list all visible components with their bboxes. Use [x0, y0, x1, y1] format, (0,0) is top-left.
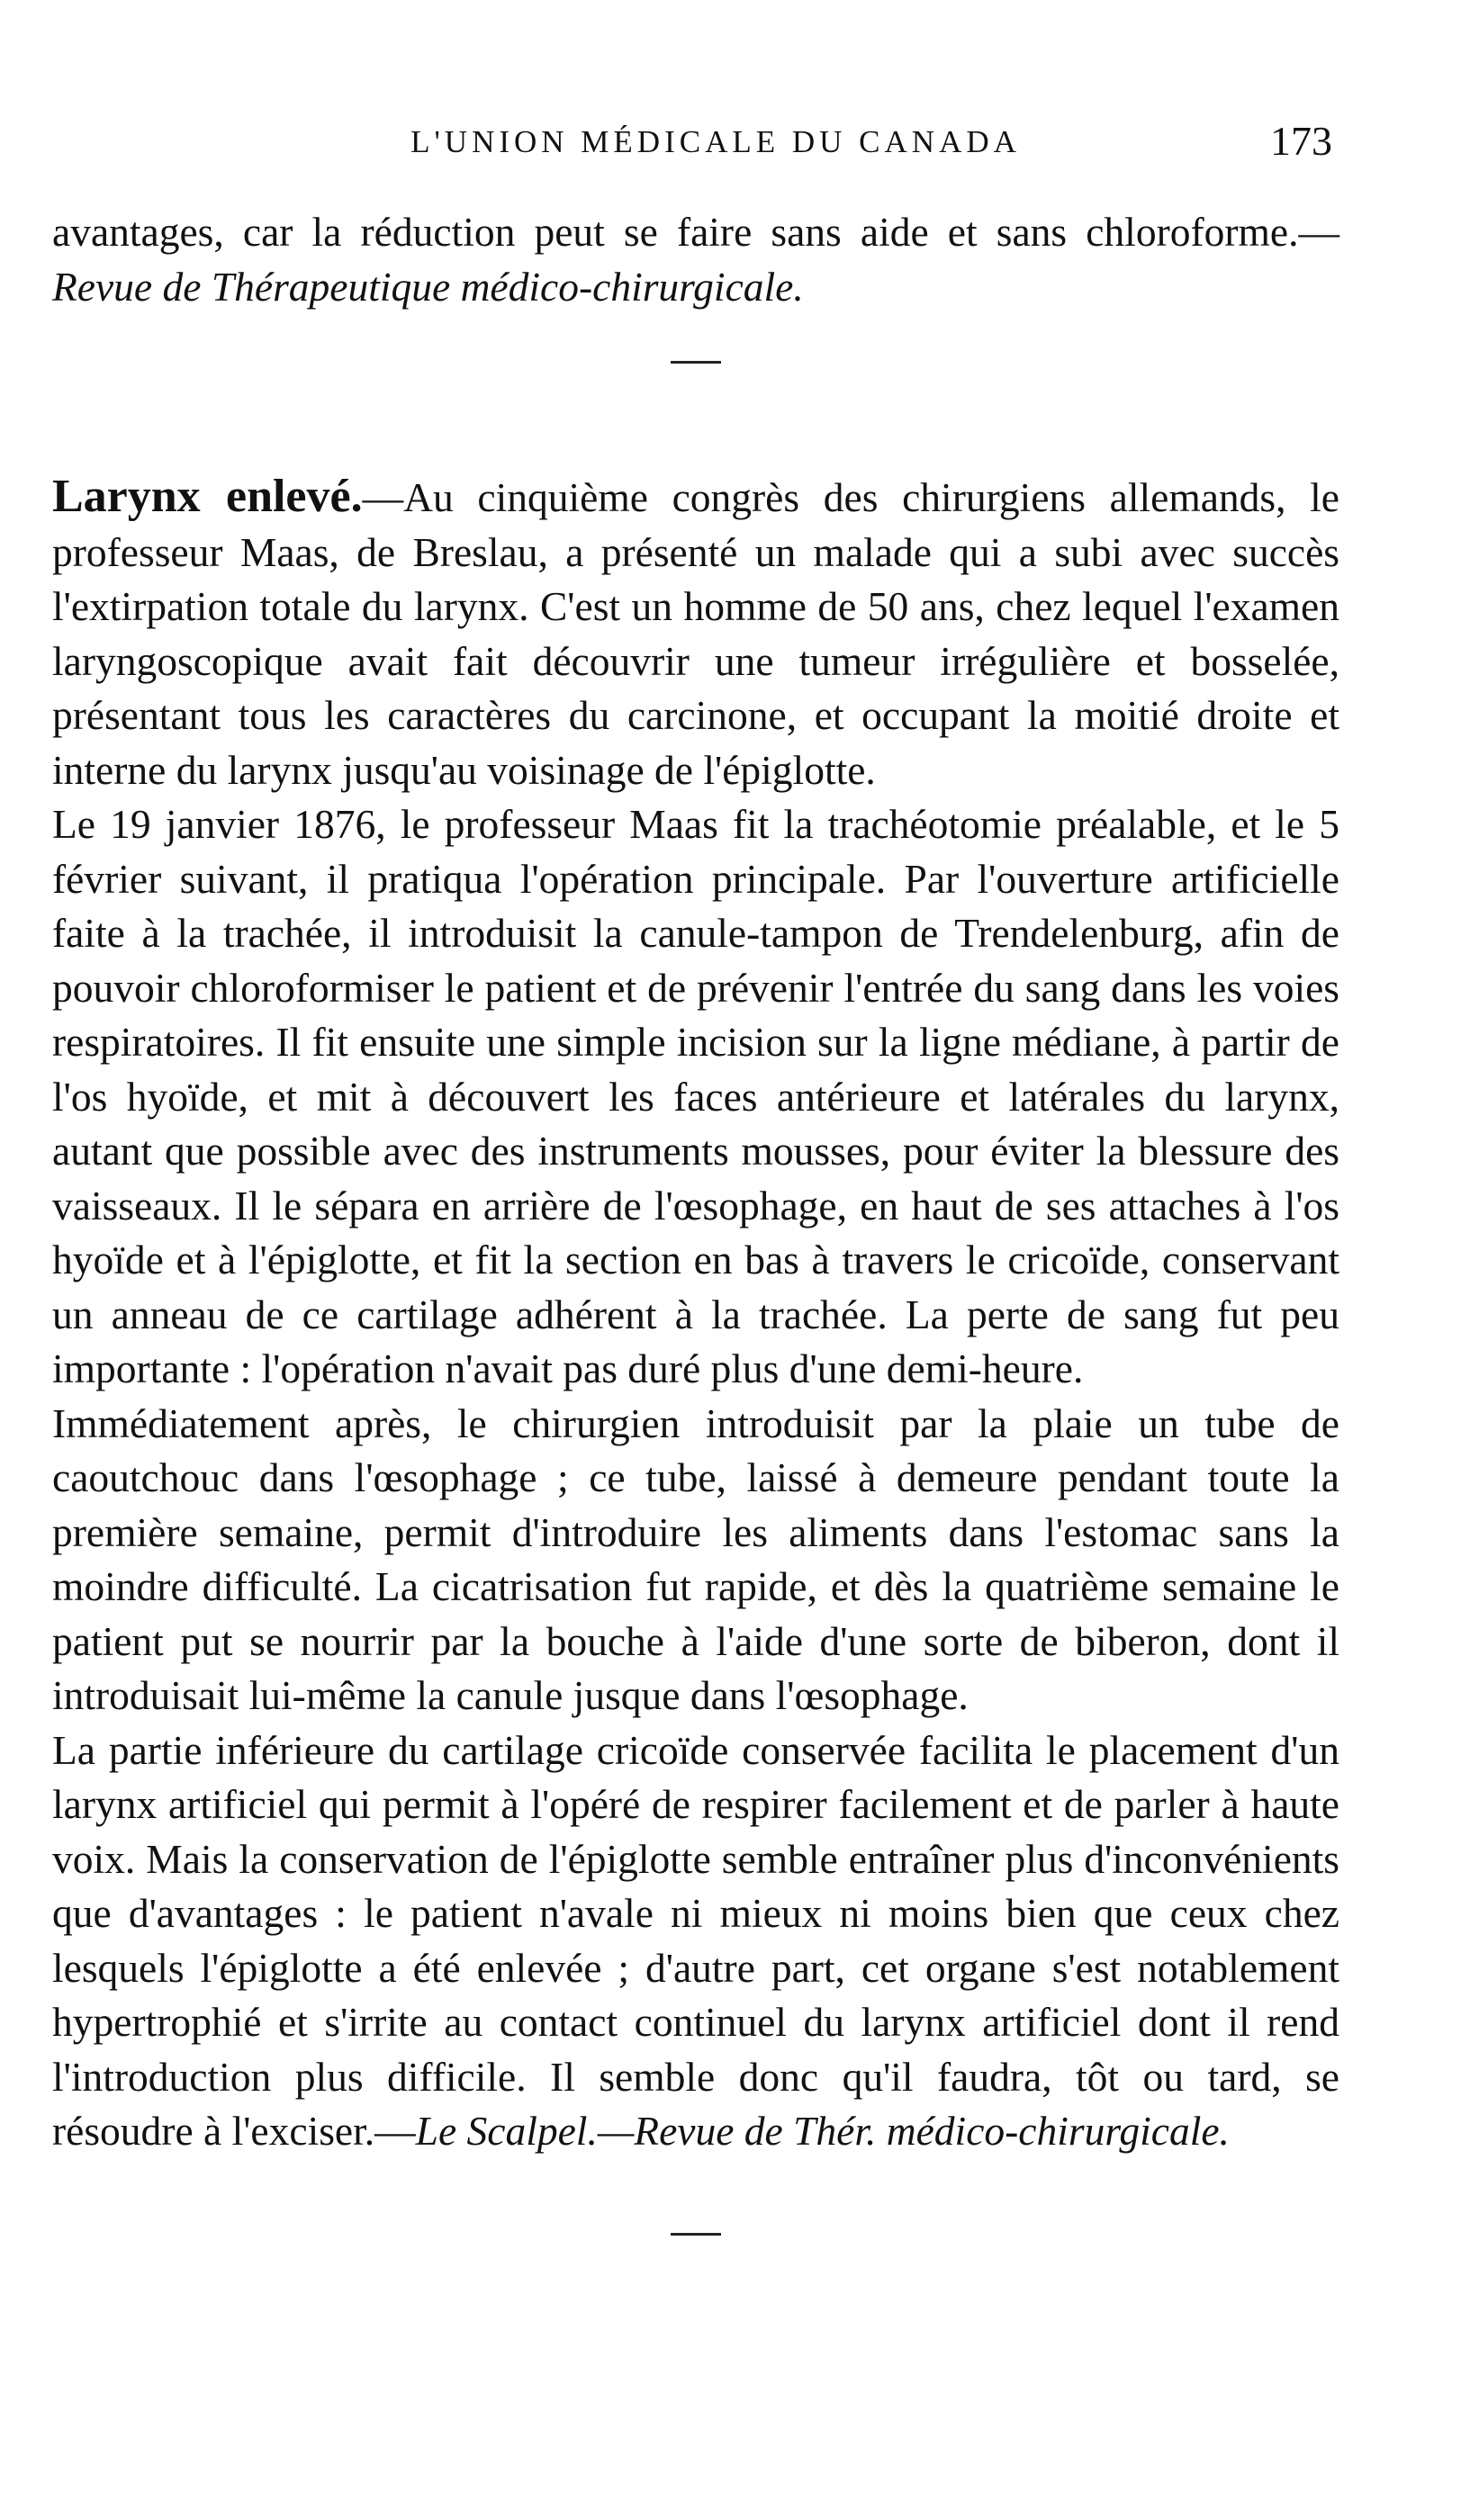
- article-source: Le Scalpel.—Revue de Thér. médico-chirurgicale.: [415, 2108, 1230, 2154]
- article-paragraph-4-text: La partie inférieure du cartilage cricoïde conservée facilita le placement d'un larynx artificiel qui permit à l'opéré de respirer facilement et de parler à haute voix. Mais la conservation de l'épiglotte semble entraîner plus d'inconvénients que d'avantages : le patient n'avale ni mieux ni moins bien que ceux chez lesquels l'épiglotte a été enlevée ; d'autre part, cet organe s'est notablement hypertrophié et s'irrite au contact continuel du larynx artificiel dont il rend l'introduction plus difficile. Il semble donc qu'il faudra, tôt ou tard, se résoudre à l'exciser.—: [52, 1726, 1339, 2154]
- intro-source: Revue de Thérapeutique médico-chirurgicale.: [52, 263, 804, 310]
- article-paragraph-1: [52, 470, 1339, 797]
- running-title: L'UNION MÉDICALE DU CANADA: [410, 124, 1021, 159]
- page-header: [99, 118, 1332, 178]
- article-paragraph-1-text: —Au cinquième congrès des chirurgiens allemands, le professeur Maas, de Breslau, a présenté un malade qui a subi avec succès l'extirpation totale du larynx. C'est un homme de 50 ans, chez lequel l'examen laryngoscopique avait fait découvrir une tumeur irrégulière et bosselée, présentant tous les caractères du carcinone, et occupant la moitié droite et interne du larynx jusqu'au voisinage de l'épiglotte.: [52, 474, 1340, 793]
- article-paragraph-4: [52, 1724, 1339, 2159]
- article-title: Larynx enlevé.: [52, 471, 363, 522]
- article-paragraph-2: Le 19 janvier 1876, le professeur Maas fit la trachéotomie préalable, et le 5 février suivant, il pratiqua l'opération principale. Par l'ouverture artificielle faite à la trachée, il introduisit la canule-tampon de Trendelenburg, afin de pouvoir chloroformiser le patient et de prévenir l'entrée du sang dans les voies respiratoires. Il fit ensuite une simple incision sur la ligne médiane, à partir de l'os hyoïde, et mit à découvert les faces antérieure et latérales du larynx, autant que possible avec des instruments mousses, pour éviter la blessure des vaisseaux. Il le sépara en arrière de l'œsophage, en haut de ses attaches à l'os hyoïde et à l'épiglotte, et fit la section en bas à travers le cricoïde, conservant un anneau de ce cartilage adhérent à la trachée. La perte de sang fut peu importante : l'opération n'avait pas duré plus d'une demi-heure.: [52, 801, 1339, 1391]
- intro-text: avantages, car la réduction peut se faire sans aide et sans chloroforme.—: [52, 209, 1339, 255]
- page-number: 173: [1270, 118, 1332, 164]
- article-paragraph-3: Immédiatement après, le chirurgien introduisit par la plaie un tube de caoutchouc dans l'œsophage ; ce tube, laissé à demeure pendant toute la première semaine, permit d'introduire les aliments dans l'estomac sans la moindre difficulté. La cicatrisation fut rapide, et dès la quatrième semaine le patient put se nourrir par la bouche à l'aide d'une sorte de biberon, dont il introduisait lui-même la canule jusque dans l'œsophage.: [52, 1400, 1339, 1718]
- page-body: [52, 205, 1339, 2236]
- end-divider: [671, 2233, 721, 2236]
- section-divider: [671, 361, 721, 364]
- intro-paragraph: [52, 205, 1339, 314]
